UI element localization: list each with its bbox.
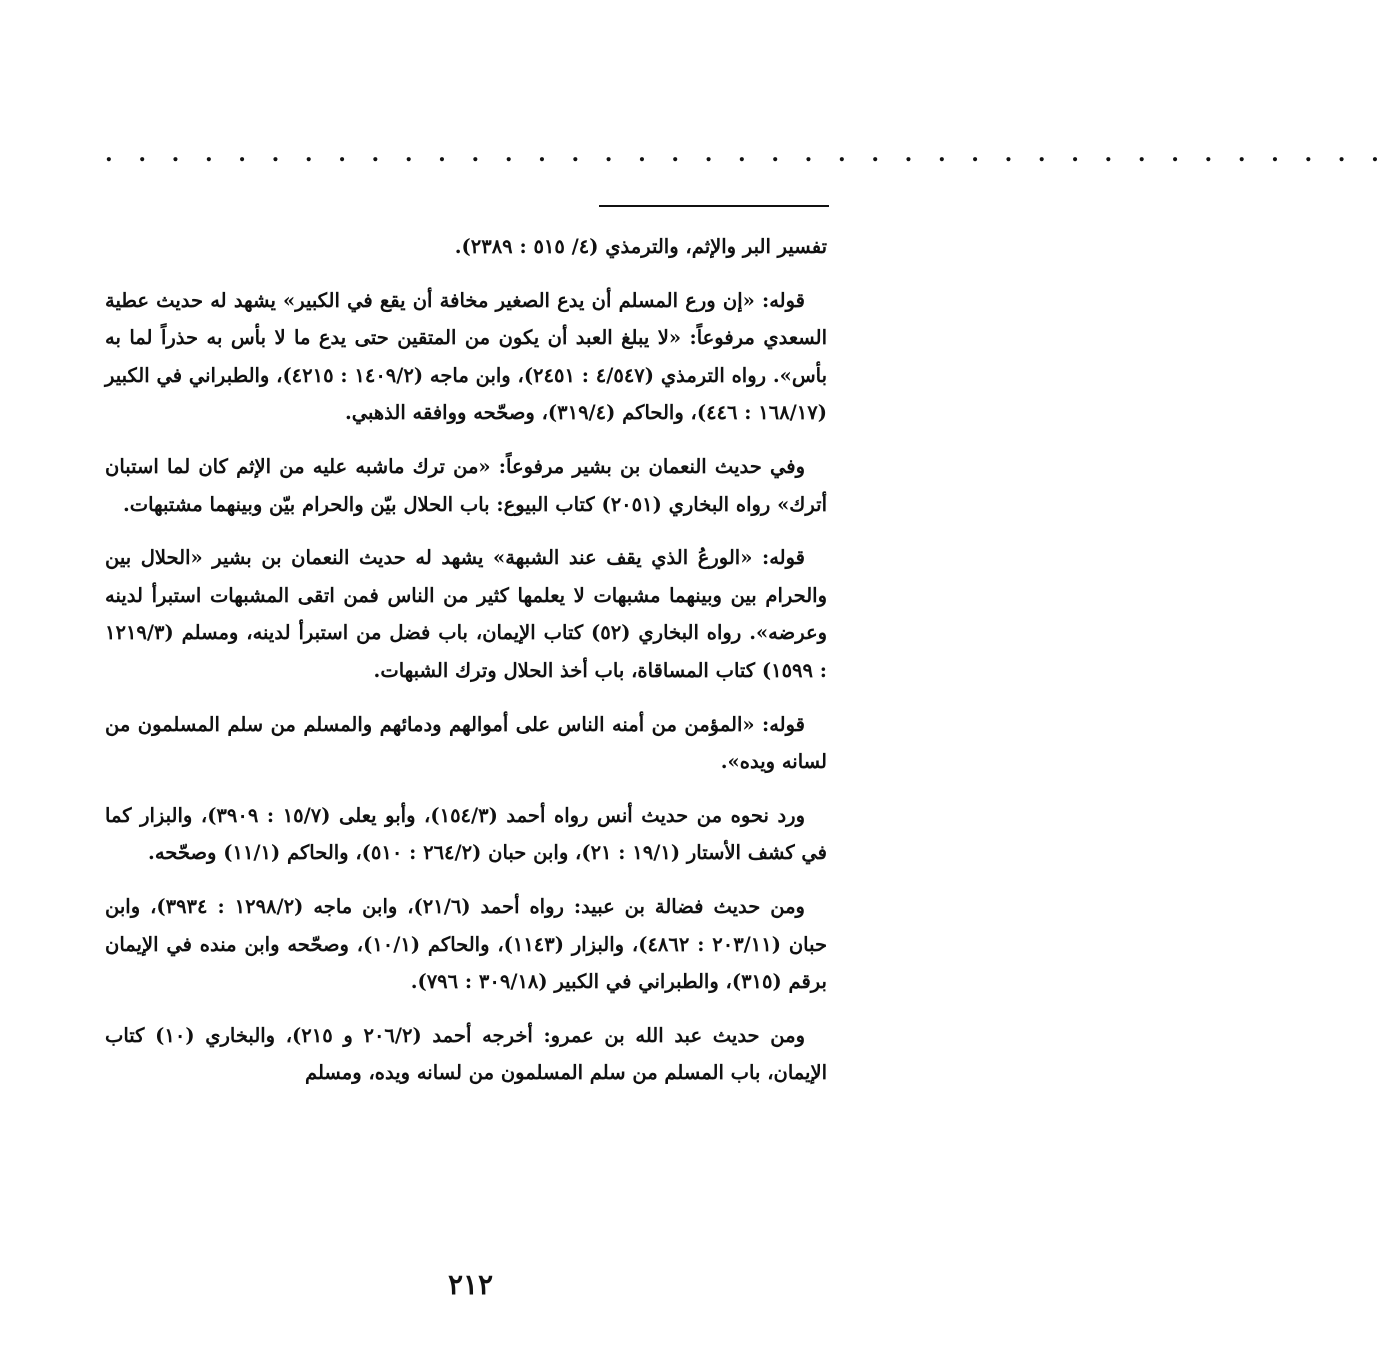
footnote-paragraph: قوله: «إن ورع المسلم أن يدع الصغير مخافة أن يقع في الكبير» يشهد له حديث عطية السعدي مرفوعاً: «لا يبلغ العبد أن يكون من المتقين حتى يدع ما لا بأس به حذراً لما به بأس». رواه الترمذي (٤/٥٤٧ : ٢٤٥١)، وابن ماجه (١٤٠٩/٢ : ٤٢١٥)، والطبراني في الكبير (١٦٨/١٧ : ٤٤٦)، والحاكم (٣١٩/٤)، وصحّحه ووافقه الذهبي.	[105, 288, 827, 425]
footnote-paragraph: ورد نحوه من حديث أنس رواه أحمد (١٥٤/٣)، وأبو يعلى (١٥/٧ : ٣٩٠٩)، والبزار كما في كشف الأستار (١٩/١ : ٢١)، وابن حبان (٢٦٤/٢ : ٥١٠)، والحاكم (١١/١) وصحّحه.	[105, 803, 827, 865]
footnote-paragraph: ومن حديث عبد الله بن عمرو: أخرجه أحمد (٢٠٦/٢ و ٢١٥)، والبخاري (١٠) كتاب الإيمان، باب المسلم من سلم المسلمون من لسانه ويده، ومسلم	[105, 1023, 827, 1085]
footnote-rule	[599, 205, 829, 207]
footnote-paragraph: تفسير البر والإثم، والترمذي (٤/ ٥١٥ : ٢٣٨٩).	[454, 235, 827, 258]
footnote-paragraph: وفي حديث النعمان بن بشير مرفوعاً: «من ترك ماشبه عليه من الإثم كان لما استبان أترك» رواه البخاري (٢٠٥١) كتاب البيوع: باب الحلال بيّن والحرام بيّن وبينهما مشتبهات.	[105, 454, 827, 516]
separator-dots: . . . . . . . . . . . . . . . . . . . . . . . . . . . . . . . . . . . . . . .	[105, 141, 1388, 167]
footnote-paragraph: قوله: «الورعُ الذي يقف عند الشبهة» يشهد له حديث النعمان بن بشير «الحلال بين والحرام بين وبينهما مشبهات لا يعلمها كثير من الناس فمن اتقى المشبهات استبرأ لدينه وعرضه». رواه البخاري (٥٢) كتاب الإيمان، باب فضل من استبرأ لدينه، ومسلم (١٢١٩/٣ : ١٥٩٩) كتاب المساقاة، باب أخذ الحلال وترك الشبهات.	[105, 546, 828, 682]
page-number: ٢١٢	[447, 1268, 494, 1301]
footnotes-body	[105, 228, 827, 1108]
footnote-paragraph: ومن حديث فضالة بن عبيد: رواه أحمد (٢١/٦)، وابن ماجه (١٢٩٨/٢ : ٣٩٣٤)، وابن حبان (٢٠٣/١١ : ٤٨٦٢)، والبزار (١١٤٣)، والحاكم (١٠/١)، وصحّحه وابن منده في الإيمان برقم (٣١٥)، والطبراني في الكبير (٣٠٩/١٨ : ٧٩٦).	[105, 894, 828, 994]
footnote-paragraph: قوله: «المؤمن من أمنه الناس على أموالهم ودمائهم والمسلم من سلم المسلمون من لسانه ويده».	[105, 712, 827, 774]
